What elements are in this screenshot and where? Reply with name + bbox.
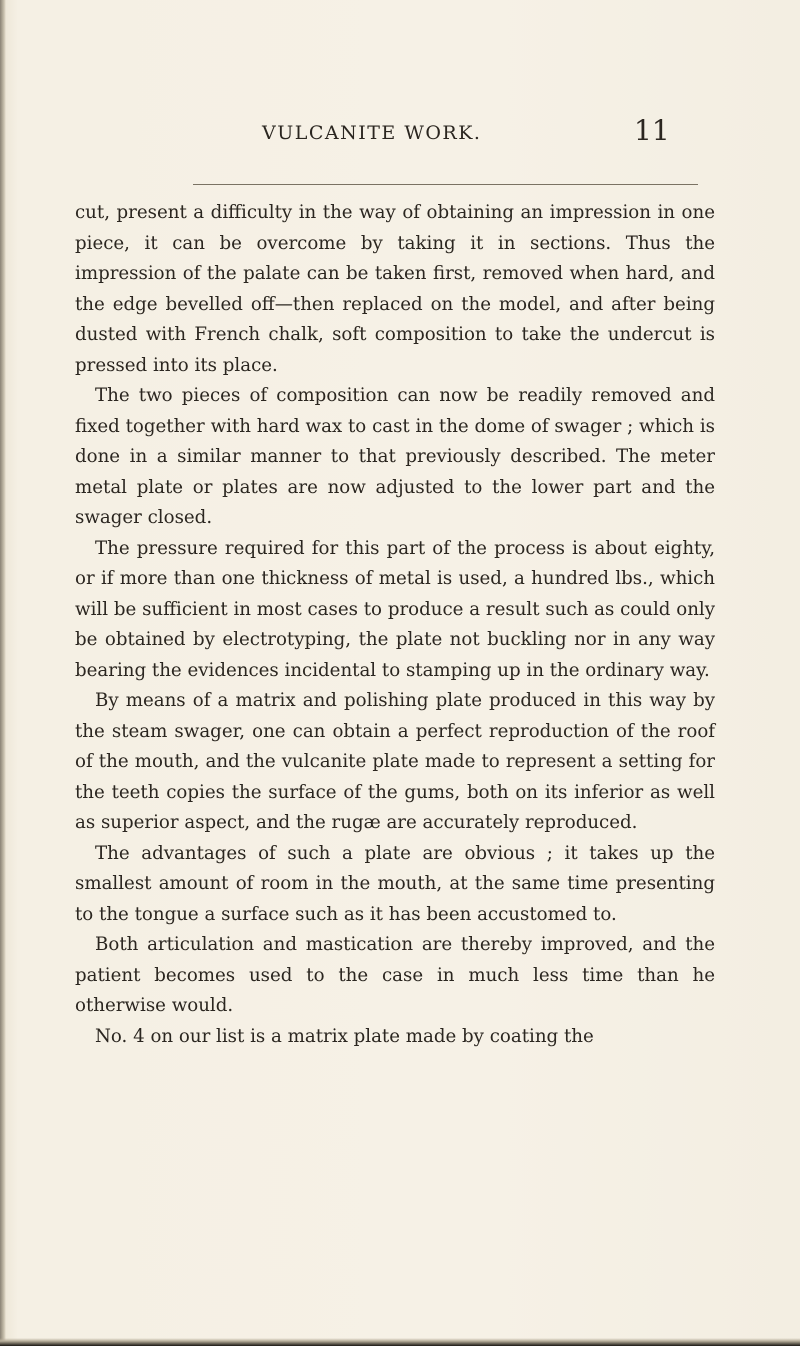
paragraph-3: The pressure required for this part of the process is about eighty, or if more than one thickness of metal is used, a hundred lbs., which will be sufficient in most cases to produce a result such as could only be obtained by electrotyping, the plate not buckling nor in any way bearing the evidences incidental to stamping up in the ordinary way. bbox=[75, 537, 715, 681]
body-text bbox=[75, 198, 715, 1052]
header-rule bbox=[193, 184, 698, 185]
paragraph-5: The advantages of such a plate are obvious ; it takes up the smallest amount of room in the mouth, at the same time presenting to the tongue a surface such as it has been accustomed to. bbox=[75, 842, 715, 925]
paragraph-2: The two pieces of composition can now be readily removed and fixed together with hard wax to cast in the dome of swager ; which is done in a similar manner to that previously described. The meter metal plate or plates are now adjusted to the lower part and the swager closed. bbox=[75, 385, 715, 528]
running-title: VULCANITE WORK. bbox=[262, 122, 482, 144]
paragraph-4: By means of a matrix and polishing plate produced in this way by the steam swager, one can obtain a perfect reproduction of the roof of the mouth, and the vulcanite plate made to represent a setting for the teeth copies the surface of the gums, both on its inferior as well as superior aspect, and the rugæ are accurately reproduced. bbox=[75, 690, 715, 833]
paragraph-7: No. 4 on our list is a matrix plate made by coating the bbox=[95, 1025, 594, 1047]
page-binding-edge bbox=[0, 0, 6, 1346]
page-bottom-edge bbox=[0, 1338, 800, 1346]
page-number: 11 bbox=[634, 114, 670, 147]
page-header bbox=[0, 112, 800, 152]
paragraph-1: cut, present a difficulty in the way of obtaining an impression in one piece, it can be overcome by taking it in sections. Thus the impression of the palate can be taken first, removed when hard, and the edge bevelled off—then replaced on the model, and after being dusted with French chalk, soft composition to take the undercut is pressed into its place. bbox=[75, 202, 715, 376]
paragraph-6: Both articulation and mastication are thereby improved, and the patient becomes used to the case in much less time than he otherwise would. bbox=[75, 934, 715, 1016]
